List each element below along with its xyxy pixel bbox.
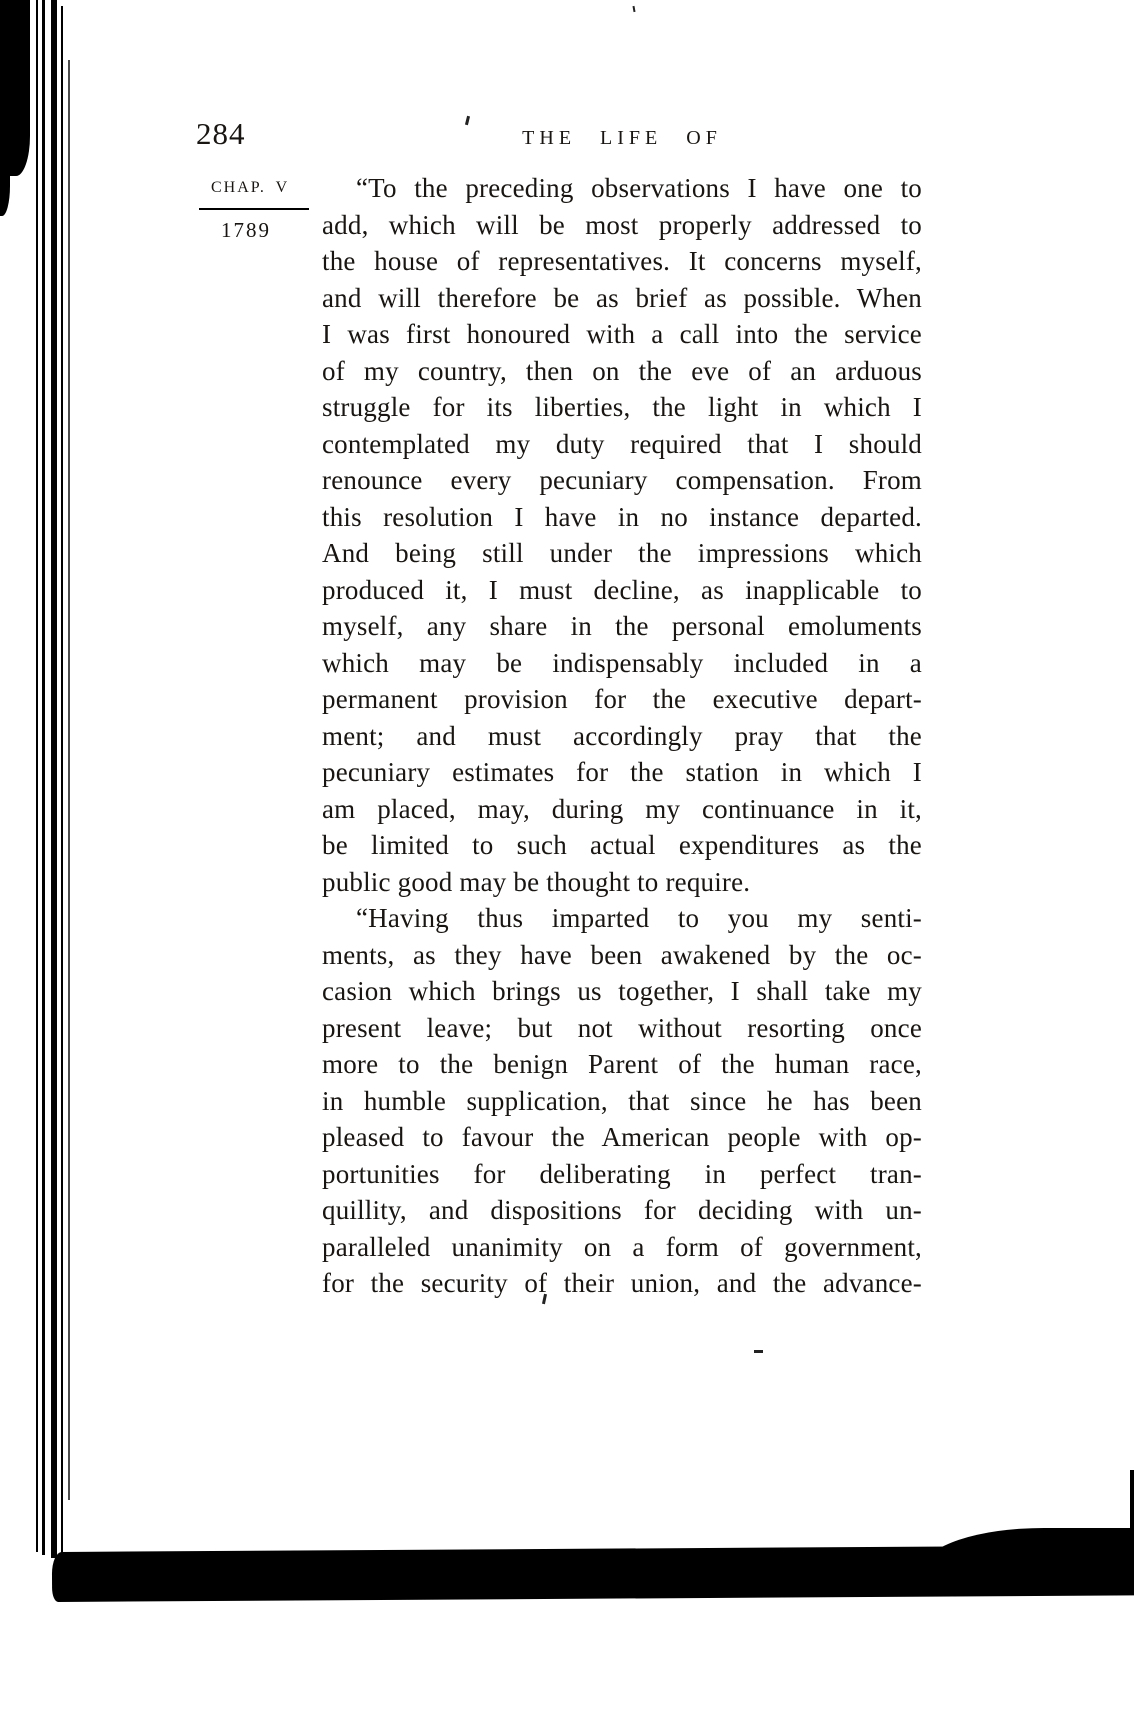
page-number: 284 (196, 116, 246, 151)
text-line: And being still under the impressions which (322, 538, 922, 568)
binding-shadow-blob (0, 0, 30, 176)
text-line: more to the benign Parent of the human race, (322, 1049, 922, 1079)
text-line: casion which brings us together, I shall take my (322, 976, 922, 1006)
text-line: and will therefore be as brief as possible. When (322, 282, 922, 313)
text-line: of my country, then on the eve of an arduous (322, 355, 922, 386)
text-line: struggle for its liberties, the light in which I (322, 392, 922, 422)
paragraph-2 (322, 900, 922, 1302)
text-line: “Having thus imparted to you my senti- (356, 903, 922, 933)
text-line: renounce every pecuniary compensation. From (322, 465, 922, 495)
text-line: paralleled unanimity on a form of government, (322, 1231, 922, 1262)
text-line: portunities for deliberating in perfect tran- (322, 1158, 922, 1189)
text-line: produced it, I must decline, as inapplicable to (322, 574, 922, 605)
text-line: add, which will be most properly addressed to (322, 209, 922, 240)
scan-speck (465, 116, 470, 125)
text-line: “To the preceding observations I have one to (356, 173, 922, 203)
running-header: THE LIFE OF (522, 127, 722, 149)
gutter-line (68, 60, 70, 1500)
gutter-line (51, 0, 57, 1558)
gutter-line (61, 6, 63, 1554)
text-line: the house of representatives. It concerns myself, (322, 246, 922, 276)
gutter-line (42, 0, 45, 1555)
text-line: pleased to favour the American people with op- (322, 1122, 922, 1152)
text-line: for the security of their union, and the advance- (322, 1268, 922, 1298)
chapter-margin-label: CHAP. V (211, 179, 290, 196)
text-line: in humble supplication, that since he has been (322, 1085, 922, 1116)
text-line: public good may be thought to require. (322, 866, 751, 897)
text-line: myself, any share in the personal emoluments (322, 611, 922, 641)
text-line: be limited to such actual expenditures as the (322, 830, 922, 860)
scan-bottom-bar-curl (924, 1528, 1134, 1573)
margin-year: 1789 (221, 218, 271, 242)
text-line: ments, as they have been awakened by the oc- (322, 939, 922, 970)
text-line: contemplated my duty required that I should (322, 428, 922, 459)
gutter-line (36, 0, 38, 1552)
page-edge-shadow (1130, 1470, 1134, 1550)
text-line: am placed, may, during my continuance in it, (322, 793, 922, 824)
text-line: quillity, and dispositions for deciding with un- (322, 1195, 922, 1225)
scan-speck (754, 1350, 763, 1353)
binding-shadow-tail (0, 170, 10, 216)
text-line: this resolution I have in no instance departed. (322, 501, 922, 532)
text-line: pecuniary estimates for the station in which I (322, 757, 922, 787)
text-line: I was first honoured with a call into the service (322, 319, 922, 349)
text-line: ment; and must accordingly pray that the (322, 720, 922, 751)
text-line: permanent provision for the executive depart- (322, 684, 922, 714)
paragraph-1 (322, 170, 922, 900)
scan-speck (632, 6, 635, 12)
text-line: which may be indispensably included in a (322, 647, 922, 678)
body-text (322, 170, 922, 1302)
text-line: present leave; but not without resorting once (322, 1012, 922, 1043)
margin-rule (199, 208, 309, 210)
